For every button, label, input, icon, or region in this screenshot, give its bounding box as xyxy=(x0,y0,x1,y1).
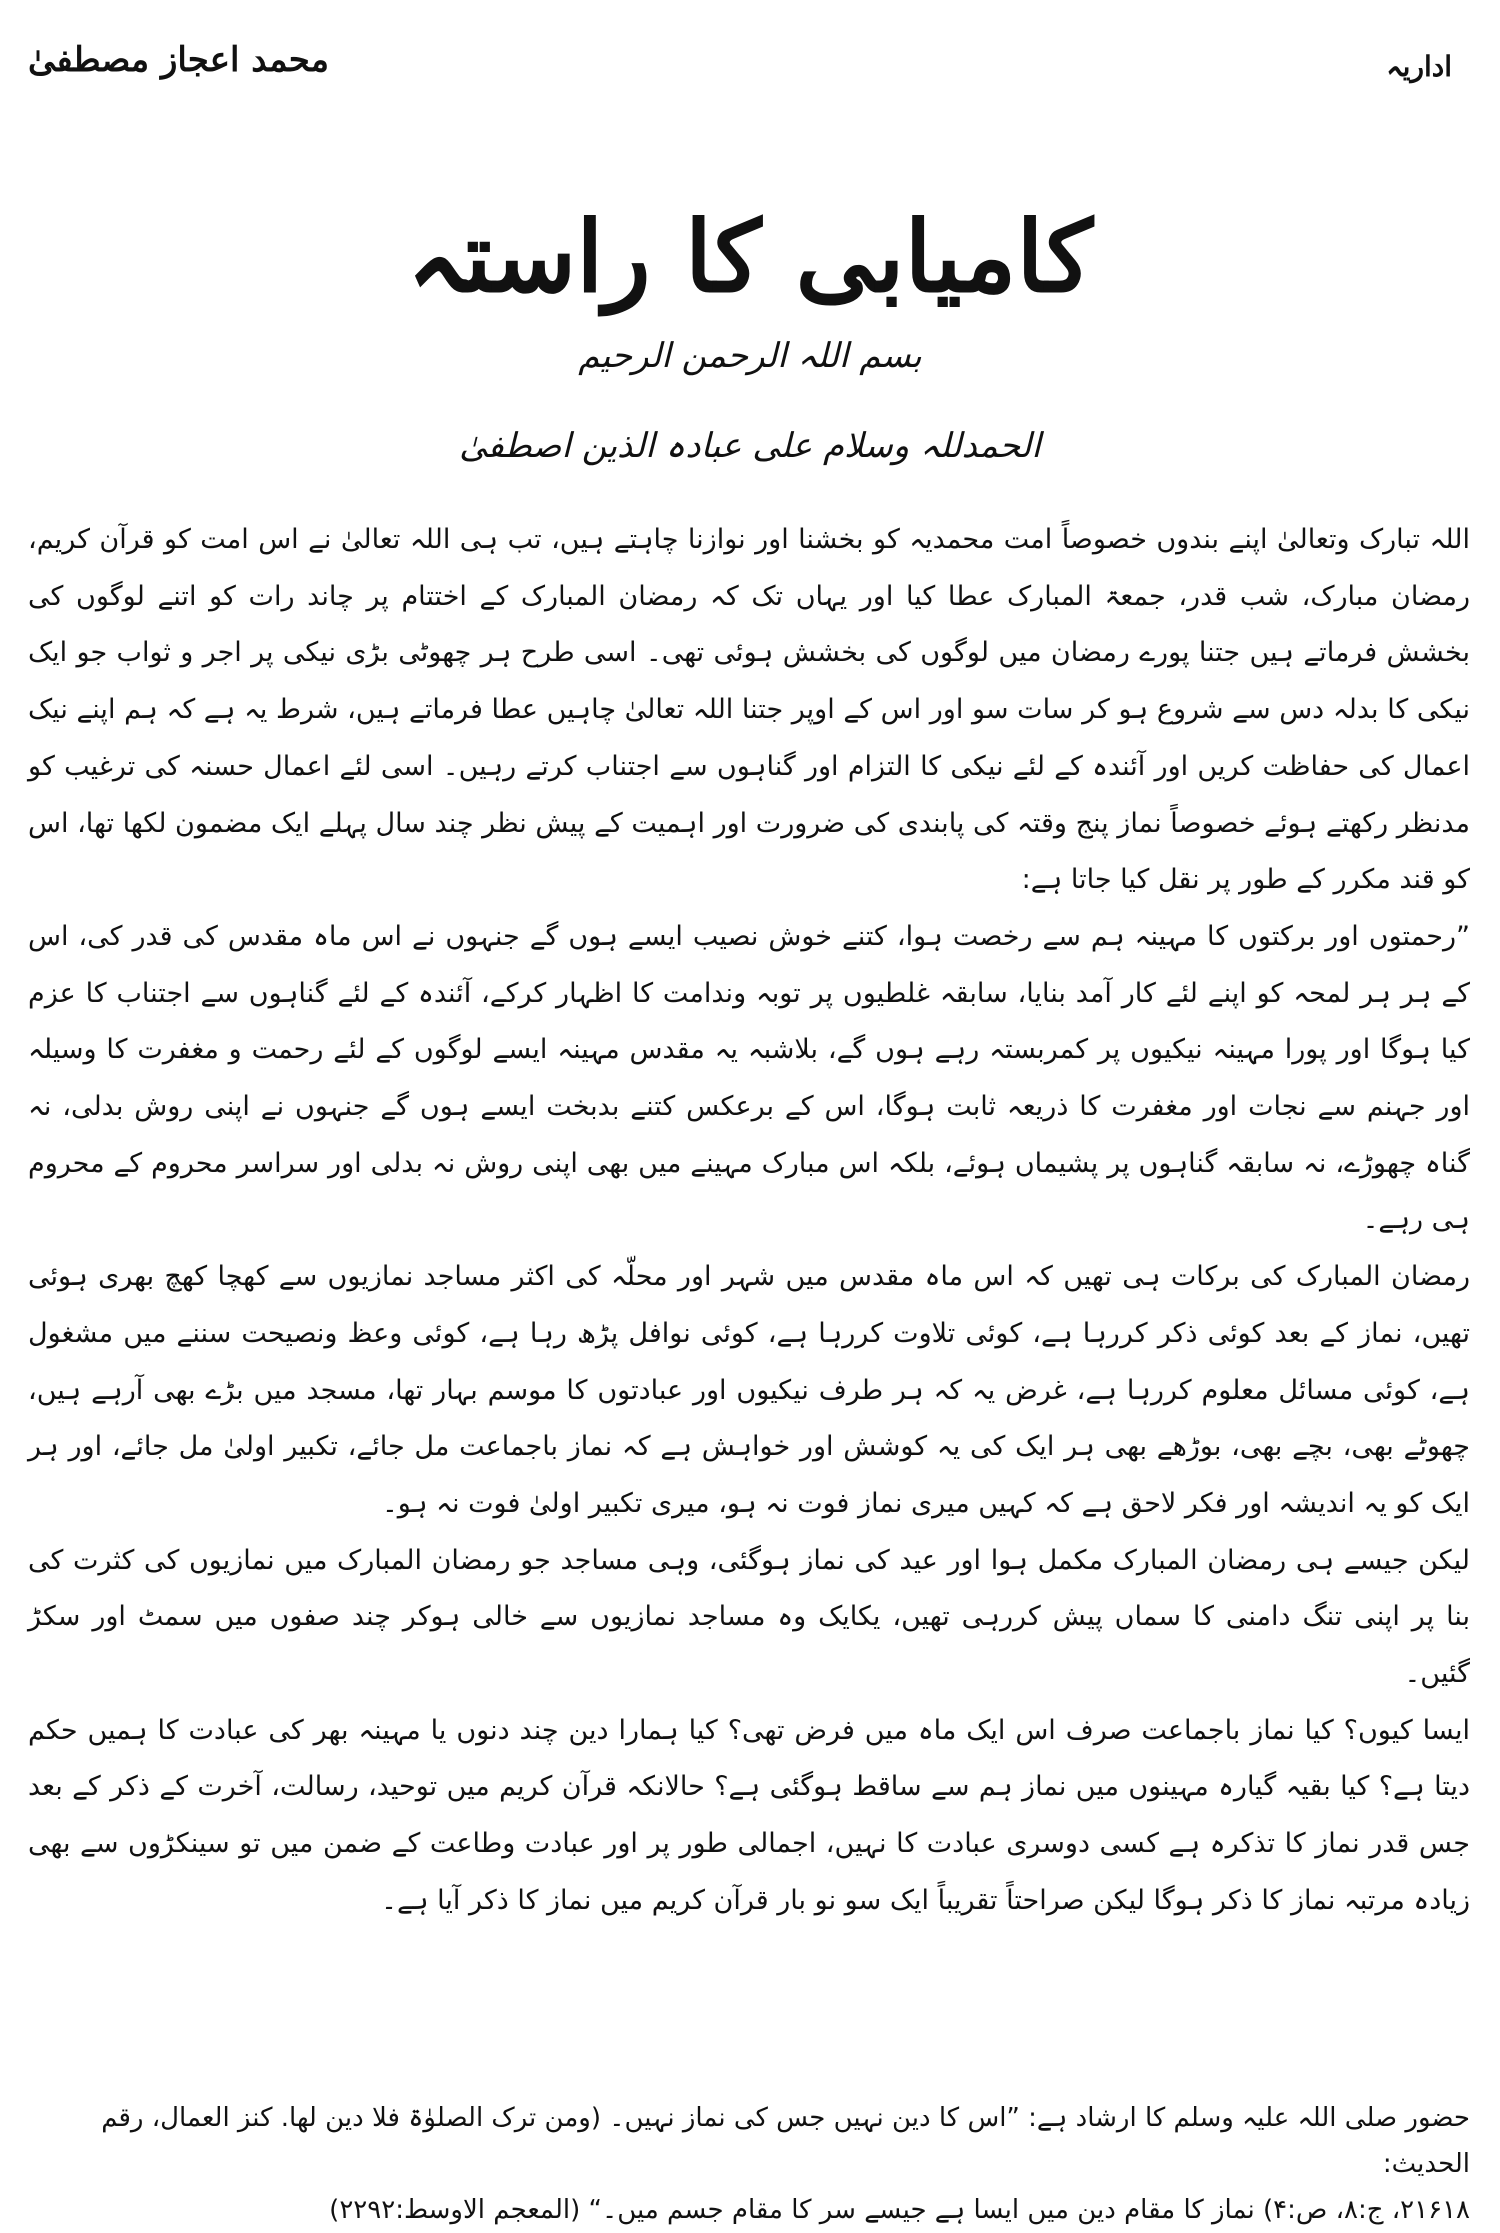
article-body xyxy=(28,512,1470,1930)
paragraph-intro: اللہ تبارک وتعالیٰ اپنے بندوں خصوصاً امت محمدیہ کو بخشنا اور نوازنا چاہتے ہیں، تب ہی اللہ تعالیٰ نے اس امت کو قرآن کریم، رمضان مبارک، شب قدر، جمعۃ المبارک عطا کیا اور یہاں تک کہ رمضان المبارک کے اختتام پر چاند رات کو اتنے لوگوں کی بخشش فرماتے ہیں جتنا پورے رمضان میں لوگوں کی بخشش ہوئی تھی۔ اسی طرح ہر چھوٹی بڑی نیکی پر اجر و ثواب جو ایک نیکی کا بدلہ دس سے شروع ہو کر سات سو اور اس کے اوپر جتنا اللہ تعالیٰ چاہیں عطا فرماتے ہیں، شرط یہ ہے کہ ہم اپنے نیک اعمال کی حفاظت کریں اور آئندہ کے لئے نیکی کا التزام اور گناہوں سے اجتناب کرتے رہیں۔ اسی لئے اعمال حسنہ کی ترغیب کو مدنظر رکھتے ہوئے خصوصاً نماز پنج وقتہ کی پابندی کی ضرورت اور اہمیت کے پیش نظر چند سال پہلے ایک مضمون لکھا تھا، اس کو قند مکرر کے طور پر نقل کیا جاتا ہے: xyxy=(28,524,1470,896)
article-title: کامیابی کا راستہ xyxy=(407,200,1093,315)
basmala: بسم اللہ الرحمن الرحیم xyxy=(578,336,922,376)
author-name: محمد اعجاز مصطفیٰ xyxy=(28,40,329,80)
paragraph-questions: ایسا کیوں؟ کیا نماز باجماعت صرف اس ایک ماہ میں فرض تھی؟ کیا ہمارا دین چند دنوں یا مہینہ بھر کی عبادت کا ہمیں حکم دیتا ہے؟ کیا بقیہ گیارہ مہینوں میں نماز ہم سے ساقط ہوگئی ہے؟ حالانکہ قرآن کریم میں توحید، رسالت، آخرت کے ذکر کے بعد جس قدر نماز کا تذکرہ ہے کسی دوسری عبادت کا نہیں، اجمالی طور پر اور عبادت وطاعت کے ضمن میں تو سینکڑوں سے بھی زیادہ مرتبہ نماز کا ذکر ہوگا لیکن صراحتاً تقریباً ایک سو نو بار قرآن کریم میں نماز کا ذکر آیا ہے۔ xyxy=(28,1714,1470,1916)
section-label: اداریہ xyxy=(1386,50,1452,83)
paragraph-after-eid: لیکن جیسے ہی رمضان المبارک مکمل ہوا اور عید کی نماز ہوگئی، وہی مساجد جو رمضان المبارک میں نمازیوں کی کثرت کی بنا پر اپنی تنگ دامنی کا سماں پیش کررہی تھیں، یکایک وہ مساجد نمازیوں سے خالی ہوکر چند صفوں میں سمٹ اور سکڑ گئیں۔ xyxy=(28,1544,1470,1690)
hadith-footnote xyxy=(28,2095,1470,2233)
footnote-line-1: حضور صلی اللہ علیہ وسلم کا ارشاد ہے: ”اس کا دین نہیں جس کی نماز نہیں۔ (ومن ترک الصلوٰۃ فلا دین لھا. کنز العمال، رقم الحدیث: xyxy=(101,2103,1470,2179)
paragraph-ramadan-blessings: رمضان المبارک کی برکات ہی تھیں کہ اس ماہ مقدس میں شہر اور محلّہ کی اکثر مساجد نمازیوں سے کھچا کھچ بھری ہوئی تھیں، نماز کے بعد کوئی ذکر کررہا ہے، کوئی تلاوت کررہا ہے، کوئی نوافل پڑھ رہا ہے، کوئی وعظ ونصیحت سننے میں مشغول ہے، کوئی مسائل معلوم کررہا ہے، غرض یہ کہ ہر طرف نیکیوں اور عبادتوں کا موسم بہار تھا، مسجد میں بڑے بھی آرہے ہیں، چھوٹے بھی، بچے بھی، بوڑھے بھی ہر ایک کی یہ کوشش اور خواہش ہے کہ نماز باجماعت مل جائے، تکبیر اولیٰ مل جائے، اور ہر ایک کو یہ اندیشہ اور فکر لاحق ہے کہ کہیں میری نماز فوت نہ ہو، میری تکبیر اولیٰ فوت نہ ہو۔ xyxy=(28,1261,1470,1519)
footnote-line-2: ۲۱۶۱۸، ج:۸، ص:۴) نماز کا مقام دین میں ایسا ہے جیسے سر کا مقام جسم میں۔“ (المعجم الاوسط:۲۲۹۲) xyxy=(329,2195,1470,2225)
paragraph-quote: ”رحمتوں اور برکتوں کا مہینہ ہم سے رخصت ہوا، کتنے خوش نصیب ایسے ہوں گے جنہوں نے اس ماہ مقدس کی قدر کی، اس کے ہر ہر لمحہ کو اپنے لئے کار آمد بنایا، سابقہ غلطیوں پر توبہ وندامت کا اظہار کرکے، آئندہ کے لئے گناہوں سے اجتناب کا عزم کیا ہوگا اور پورا مہینہ نیکیوں پر کمربستہ رہے ہوں گے، بلاشبہ یہ مقدس مہینہ ایسے لوگوں کے لئے رحمت و مغفرت کا وسیلہ اور جہنم سے نجات اور مغفرت کا ذریعہ ثابت ہوگا، اس کے برعکس کتنے بدبخت ایسے ہوں گے جنہوں نے اپنی روش بدلی، نہ گناہ چھوڑے، نہ سابقہ گناہوں پر پشیماں ہوئے، بلکہ اس مبارک مہینے میں بھی اپنی روش نہ بدلی اور سراسر محروم کے محروم ہی رہے۔ xyxy=(28,920,1470,1236)
hamd-line: الحمدللہ وسلام علی عبادہ الذین اصطفیٰ xyxy=(459,426,1041,466)
